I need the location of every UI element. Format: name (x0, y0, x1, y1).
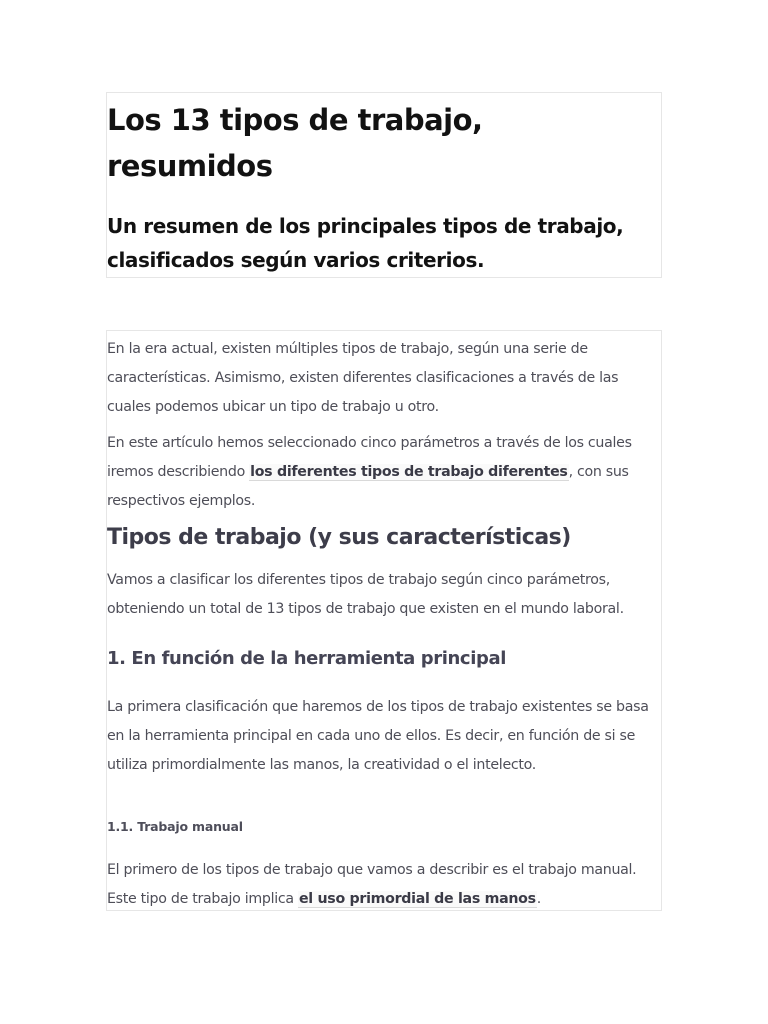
article-header (106, 92, 662, 278)
final-paragraph (107, 856, 659, 914)
section-heading: Tipos de trabajo (y sus características) (107, 525, 571, 550)
article-title: Los 13 tipos de trabajo, resumidos (107, 103, 483, 183)
paragraph-with-link (107, 429, 659, 516)
final-text-after: . (536, 891, 541, 907)
inline-link-uso-de-las-manos[interactable]: el uso primordial de las manos (298, 891, 536, 907)
article-body (106, 330, 662, 911)
paragraph-text-before: En este artículo hemos seleccionado cinco parámetros a través de los cuales iremos describiendo (107, 435, 632, 480)
subsection-heading: 1. En función de la herramienta principal (107, 648, 506, 669)
subsection-paragraph: La primera clasificación que haremos de los tipos de trabajo existentes se basa en la herramienta principal en cada uno de ellos. Es decir, en función de si se utiliza primordialmente las manos, la creatividad o el intelecto. (107, 699, 649, 773)
paragraph-text-after: , con sus respectivos ejemplos. (107, 464, 629, 509)
section-paragraph: Vamos a clasificar los diferentes tipos de trabajo según cinco parámetros, obteniendo un total de 13 tipos de trabajo que existen en el mundo laboral. (107, 572, 624, 617)
subsubsection-heading: 1.1. Trabajo manual (107, 819, 243, 834)
article-subtitle: Un resumen de los principales tipos de trabajo, clasificados según varios criterios. (107, 214, 624, 272)
inline-link-tipos-de-trabajo[interactable]: los diferentes tipos de trabajo diferentes (250, 464, 568, 480)
intro-paragraph: En la era actual, existen múltiples tipos de trabajo, según una serie de características. Asimismo, existen diferentes clasificaciones a través de las cuales podemos ubicar un tipo de trabajo u otro. (107, 341, 619, 415)
final-text-before: El primero de los tipos de trabajo que vamos a describir es el trabajo manual. Este tipo de trabajo implica (107, 862, 637, 907)
